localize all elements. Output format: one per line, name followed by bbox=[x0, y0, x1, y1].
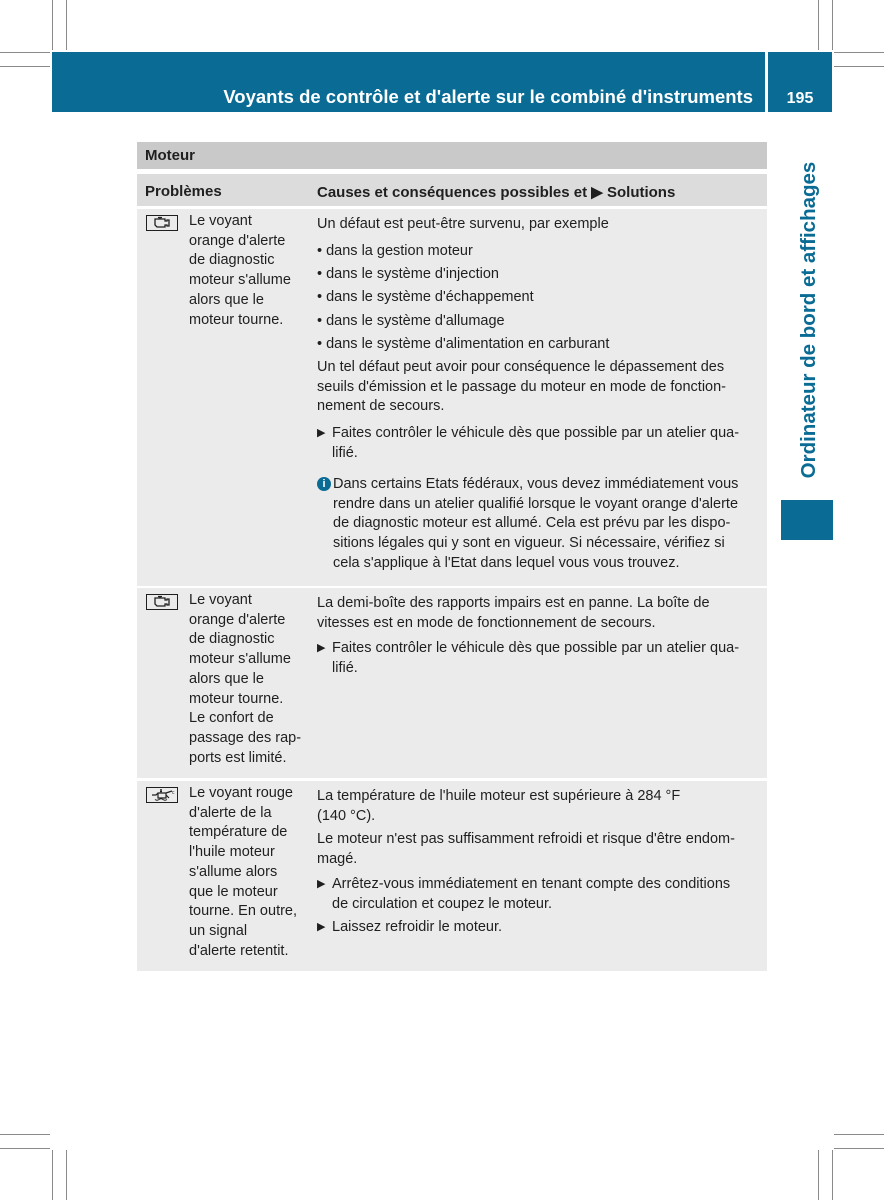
text-line: Le voyant bbox=[189, 592, 252, 608]
oil-temperature-icon bbox=[146, 787, 178, 803]
crop-mark bbox=[0, 1148, 50, 1149]
table-column-header bbox=[137, 174, 767, 206]
intro-text bbox=[317, 787, 763, 826]
problem-cell bbox=[137, 209, 309, 586]
text-line: lifié. bbox=[332, 444, 358, 461]
text-line: orange d'alerte bbox=[189, 232, 286, 249]
list-item-text: dans le système d'alimentation en carburant bbox=[326, 335, 610, 352]
chapter-side-tab bbox=[781, 140, 837, 500]
text-line: s'allume alors bbox=[189, 863, 278, 880]
text-line: moteur s'allume bbox=[189, 651, 291, 668]
crop-mark bbox=[66, 0, 67, 50]
text-line: orange d'alerte bbox=[189, 611, 286, 628]
text-line: Un tel défaut peut avoir pour conséquence le dépassement des bbox=[317, 359, 725, 375]
info-note bbox=[317, 475, 779, 574]
arrow-right-icon: ▶ bbox=[317, 427, 326, 439]
text-line: Le voyant rouge bbox=[189, 785, 293, 801]
problem-cell bbox=[137, 781, 309, 971]
consequence-text bbox=[317, 830, 763, 869]
text-line: (140 °C). bbox=[317, 807, 376, 824]
text-line: Arrêtez-vous immédiatement en tenant compte des conditions bbox=[332, 876, 731, 892]
text-line: d'alerte de la bbox=[189, 804, 272, 821]
text-line: ports est limité. bbox=[189, 749, 287, 766]
text-line: Laissez refroidir le moteur. bbox=[332, 919, 503, 935]
crop-mark bbox=[0, 66, 50, 67]
crop-mark bbox=[834, 66, 884, 67]
text-line: de diagnostic moteur est allumé. Cela est prévu par les dispo- bbox=[333, 515, 731, 532]
engine-diagnostic-icon bbox=[146, 215, 178, 231]
engine-diagnostic-icon bbox=[146, 594, 178, 610]
section-title: Moteur bbox=[145, 147, 195, 164]
problem-text bbox=[189, 784, 307, 961]
text-line: seuils d'émission et le passage du moteur en mode de fonction- bbox=[317, 378, 727, 395]
causes-cell bbox=[313, 588, 767, 778]
text-line: de circulation et coupez le moteur. bbox=[332, 895, 553, 912]
text-line: alors que le bbox=[189, 670, 264, 687]
action-step bbox=[317, 918, 778, 938]
list-item: • dans la gestion moteur bbox=[317, 243, 473, 259]
arrow-right-icon: ▶ bbox=[317, 642, 326, 654]
crop-mark bbox=[66, 1150, 67, 1200]
arrow-right-icon: ▶ bbox=[317, 878, 326, 890]
problem-text bbox=[189, 212, 307, 330]
list-item-text: dans la gestion moteur bbox=[326, 243, 473, 259]
text-line: de diagnostic bbox=[189, 631, 275, 648]
list-item-text: dans le système d'allumage bbox=[326, 312, 505, 329]
text-line: magé. bbox=[317, 850, 358, 867]
crop-mark bbox=[52, 0, 53, 50]
crop-mark bbox=[834, 1148, 884, 1149]
crop-mark bbox=[0, 52, 50, 53]
text-line: que le moteur bbox=[189, 883, 278, 900]
table-row bbox=[137, 209, 767, 586]
causes-cell bbox=[313, 781, 767, 971]
intro-text: Un défaut est peut-être survenu, par exemple bbox=[317, 216, 609, 232]
text-line: moteur s'allume bbox=[189, 272, 291, 289]
column-causes: Causes et conséquences possibles et ▶ Solutions bbox=[317, 184, 676, 201]
list-item: • dans le système d'échappement bbox=[317, 289, 534, 306]
text-line: Dans certains Etats fédéraux, vous devez immédiatement vous bbox=[333, 476, 739, 492]
column-problems: Problèmes bbox=[145, 183, 222, 200]
causes-cell bbox=[313, 209, 767, 586]
text-line: La demi-boîte des rapports impairs est en panne. La boîte de bbox=[317, 595, 710, 611]
page-header bbox=[52, 52, 765, 112]
info-icon: i bbox=[317, 477, 331, 491]
crop-mark bbox=[0, 1134, 50, 1135]
table-row bbox=[137, 781, 767, 971]
text-line: Le confort de bbox=[189, 710, 274, 727]
chapter-marker bbox=[781, 500, 833, 540]
text-line: température de bbox=[189, 824, 288, 841]
text-line: moteur tourne. bbox=[189, 690, 284, 707]
action-step bbox=[317, 639, 778, 678]
action-step bbox=[317, 875, 778, 914]
list-item-text: dans le système d'échappement bbox=[326, 289, 534, 306]
crop-mark bbox=[834, 1134, 884, 1135]
text-line: passage des rap- bbox=[189, 729, 302, 746]
crop-mark bbox=[52, 1150, 53, 1200]
page-number-box bbox=[768, 52, 832, 112]
text-line: tourne. En outre, bbox=[189, 903, 298, 920]
text-line: rendre dans un atelier qualifié lorsque le voyant orange d'alerte bbox=[333, 495, 739, 512]
intro-text bbox=[317, 594, 763, 633]
crop-mark bbox=[832, 1150, 833, 1200]
list-item: • dans le système d'alimentation en carburant bbox=[317, 335, 610, 352]
table-row bbox=[137, 588, 767, 778]
text-line: nement de secours. bbox=[317, 398, 445, 415]
text-line: l'huile moteur bbox=[189, 844, 275, 861]
crop-mark bbox=[818, 0, 819, 50]
text-line: Faites contrôler le véhicule dès que possible par un atelier qua- bbox=[332, 425, 740, 441]
text-line: Le moteur n'est pas suffisamment refroidi et risque d'être endom- bbox=[317, 831, 735, 847]
text-line: vitesses est en mode de fonctionnement de secours. bbox=[317, 614, 656, 631]
problem-text bbox=[189, 591, 307, 768]
crop-mark bbox=[818, 1150, 819, 1200]
chapter-label: Ordinateur de bord et affichages bbox=[797, 161, 820, 479]
text-line: lifié. bbox=[332, 659, 358, 676]
bullet-list bbox=[317, 242, 763, 355]
arrow-right-icon: ▶ bbox=[317, 921, 326, 933]
list-item: • dans le système d'injection bbox=[317, 266, 499, 283]
crop-mark bbox=[832, 0, 833, 50]
text-line: Faites contrôler le véhicule dès que possible par un atelier qua- bbox=[332, 640, 740, 656]
svg-text:c: c bbox=[172, 790, 175, 796]
consequence-text bbox=[317, 358, 763, 417]
text-line: un signal bbox=[189, 922, 248, 939]
text-line: moteur tourne. bbox=[189, 311, 284, 328]
page-number: 195 bbox=[786, 90, 814, 107]
problem-cell bbox=[137, 588, 309, 778]
list-item-text: dans le système d'injection bbox=[326, 266, 499, 283]
text-line: cela s'applique à l'Etat dans lequel vous vous trouvez. bbox=[333, 554, 680, 571]
text-line: sitions légales qui y sont en vigueur. Si nécessaire, vérifiez si bbox=[333, 535, 725, 552]
table-section-header bbox=[137, 142, 767, 169]
text-line: de diagnostic bbox=[189, 252, 275, 269]
action-step bbox=[317, 424, 778, 463]
page-title: Voyants de contrôle et d'alerte sur le combiné d'instruments bbox=[223, 86, 753, 107]
text-line: d'alerte retentit. bbox=[189, 942, 289, 959]
text-line: Le voyant bbox=[189, 213, 252, 229]
text-line: La température de l'huile moteur est supérieure à 284 °F bbox=[317, 788, 681, 804]
text-line: alors que le bbox=[189, 291, 264, 308]
list-item: • dans le système d'allumage bbox=[317, 312, 505, 329]
crop-mark bbox=[834, 52, 884, 53]
